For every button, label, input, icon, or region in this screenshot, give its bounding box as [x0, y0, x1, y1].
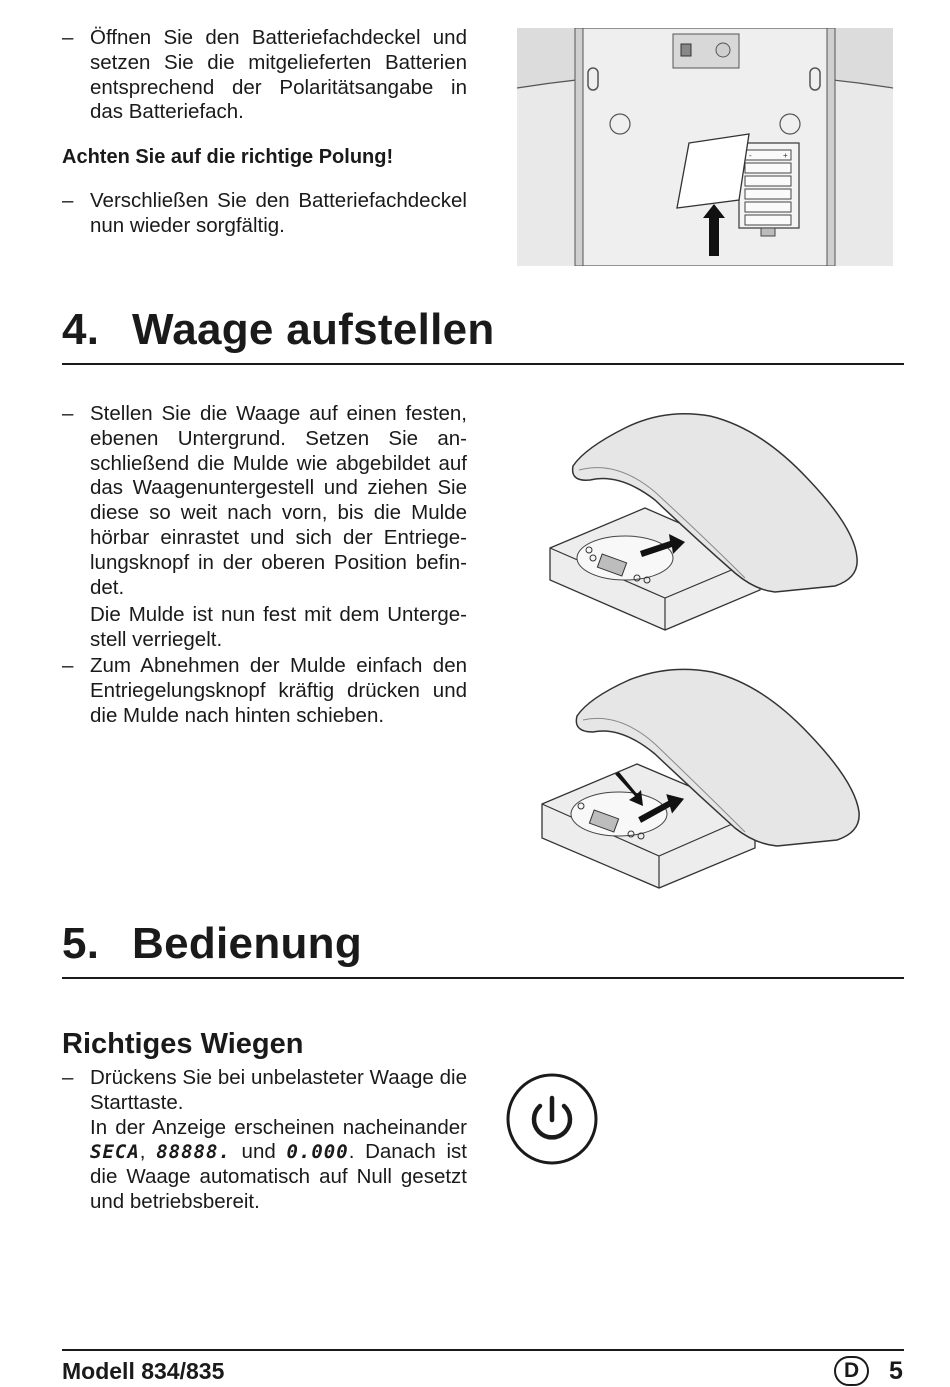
page-number: 5 — [889, 1357, 903, 1385]
section-5-title: Bedienung — [132, 919, 363, 968]
bullet-dash: – — [62, 1066, 74, 1089]
weighing-step-2-end: . Danach ist die Waage automatisch auf Null gesetzt und betriebsbereit. — [90, 1140, 467, 1213]
bullet-dash: – — [62, 26, 74, 49]
polarity-minus-label: - — [749, 151, 752, 160]
section-4-heading — [62, 305, 495, 355]
section-4-title: Waage aufstellen — [132, 305, 495, 354]
section-4-number: 4. — [62, 305, 100, 354]
bullet-dash: – — [62, 189, 74, 212]
setup-bullet-1-note: Die Mulde ist nun fest mit dem Untergestell verriegelt. — [90, 603, 467, 652]
section-4-rule — [62, 363, 904, 365]
battery-step-2-text: Verschließen Sie den Batteriefachdeckel nun wieder sorgfältig. — [90, 189, 467, 237]
setup-bullet-1-text: Stellen Sie die Waage auf einen festen, ebenen Untergrund. Setzen Sie anschließend die Mulde wie abgebildet auf das Waagenuntergestell und ziehen Sie diese so weit nach vorn, bis die Mulde hörbar einrastet und sich der Entriegelungsknopf in der oberen Position befindet. — [90, 402, 467, 599]
display-seca: SECA — [90, 1141, 140, 1164]
battery-step-2 — [62, 189, 467, 239]
language-badge — [834, 1356, 869, 1386]
scale-release-illustration — [537, 664, 867, 894]
language-badge-text: D — [834, 1356, 869, 1386]
weighing-subtitle: Richtiges Wiegen — [62, 1028, 304, 1060]
section-5-rule — [62, 977, 904, 979]
display-separator-2: und — [230, 1140, 287, 1164]
battery-step-1-text: Öffnen Sie den Batteriefachdeckel und setzen Sie die mitgelieferten Batterien entsprechend der Polaritätsangabe in das Batteriefach. — [90, 26, 467, 124]
footer-rule — [62, 1349, 904, 1351]
power-icon — [505, 1072, 599, 1166]
bullet-dash: – — [62, 654, 74, 677]
battery-step-1 — [62, 26, 467, 125]
weighing-step-1: Drückens Sie bei unbelasteter Waage die Starttaste. — [90, 1066, 467, 1114]
setup-bullet-2 — [62, 654, 467, 728]
display-88888: 88888. — [156, 1141, 231, 1164]
setup-bullet-2-text: Zum Abnehmen der Mulde einfach den Entriegelungsknopf kräftig drücken und die Mulde nach hinten schieben. — [90, 654, 467, 727]
polarity-plus-label: + — [783, 151, 788, 160]
section-5-heading — [62, 919, 362, 969]
section-5-number: 5. — [62, 919, 100, 968]
battery-compartment-illustration — [517, 28, 893, 266]
weighing-step-2 — [90, 1116, 467, 1215]
weighing-step-2-start: In der Anzeige erscheinen nacheinander — [90, 1115, 467, 1139]
display-separator-1: , — [139, 1140, 157, 1164]
bullet-dash: – — [62, 402, 74, 425]
weighing-bullet — [62, 1066, 467, 1215]
setup-bullet-1 — [62, 402, 467, 653]
polarity-warning: Achten Sie auf die richtige Polung! — [62, 146, 394, 168]
scale-attach-illustration — [545, 408, 865, 634]
display-zero: 0.000 — [286, 1141, 349, 1164]
footer-model: Modell 834/835 — [62, 1358, 225, 1384]
